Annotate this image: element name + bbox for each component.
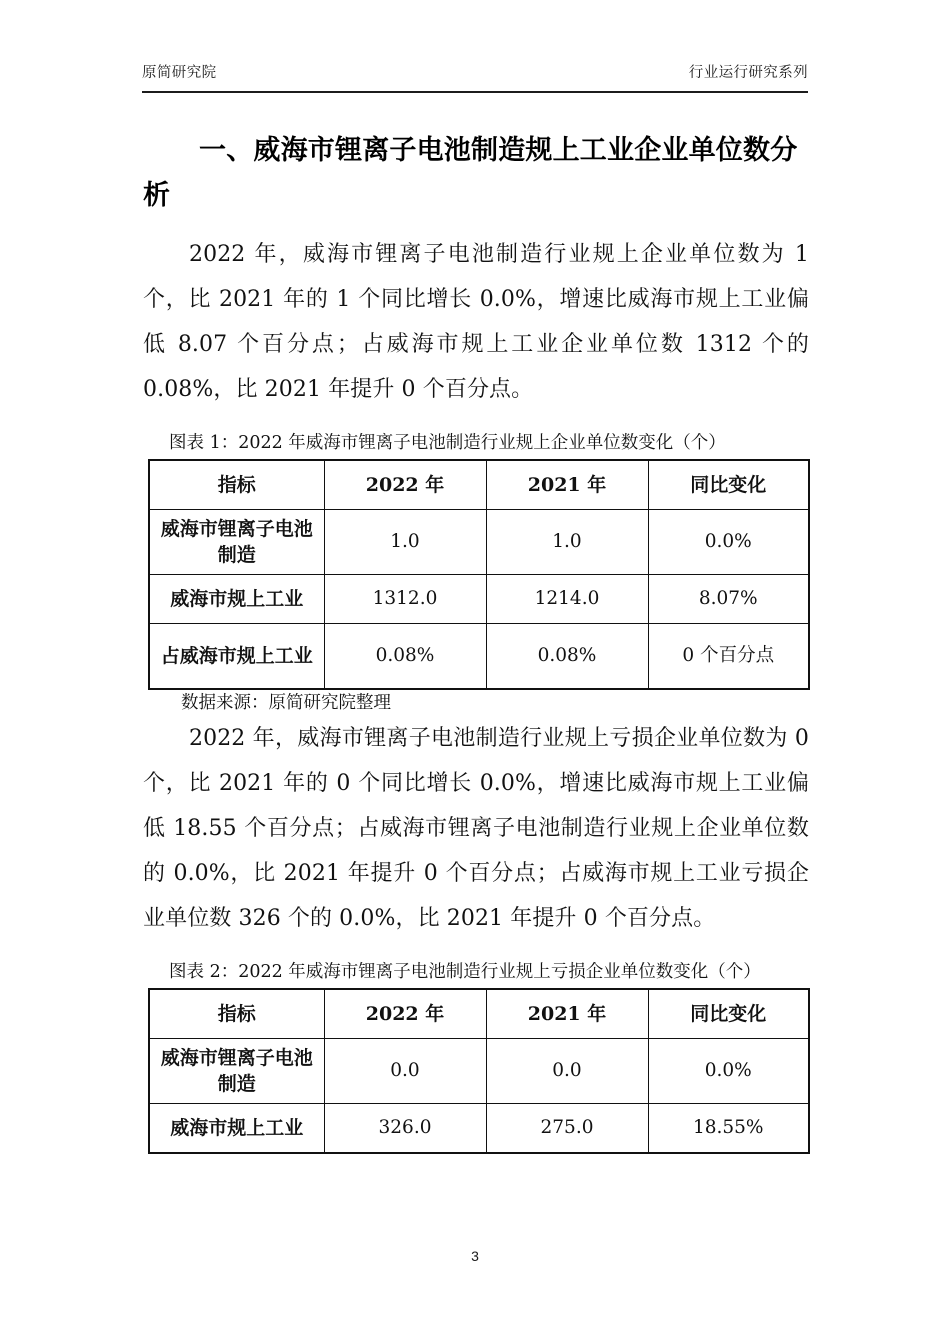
table-row bbox=[149, 1039, 809, 1104]
table-2-row-0-change: 0.0% bbox=[648, 1039, 809, 1104]
spacer-before-caption-2 bbox=[143, 941, 809, 959]
table-loss-making-units bbox=[148, 988, 810, 1154]
table-row bbox=[149, 575, 809, 624]
page-number: 3 bbox=[471, 1248, 479, 1264]
table-2-row-0-y2021: 0.0 bbox=[486, 1039, 648, 1104]
spacer-after-title bbox=[143, 218, 809, 232]
table-2-row-0-y2022: 0.0 bbox=[324, 1039, 486, 1104]
table-2-row-0-label: 威海市锂离子电池制造 bbox=[149, 1039, 324, 1104]
document-content bbox=[143, 128, 809, 1154]
table-1-row-2-label: 占威海市规上工业 bbox=[149, 624, 324, 690]
page-title: 一、威海市锂离子电池制造规上工业企业单位数分析 bbox=[143, 135, 798, 211]
table-1-row-0-y2021: 1.0 bbox=[486, 510, 648, 575]
header-left-text: 原简研究院 bbox=[142, 65, 217, 81]
paragraph-1: 2022 年，威海市锂离子电池制造行业规上企业单位数为 1 个，比 2021 年的 1 个同比增长 0.0%，增速比威海市规上工业偏低 8.07 个百分点；占威海市规上工业企业单位数 1312 个的 0.08%，比 2021 年提升 0 个百分点。 bbox=[143, 242, 809, 402]
table-2-row-1-y2021: 275.0 bbox=[486, 1104, 648, 1154]
table-1-col-header-2022: 2022 年 bbox=[324, 460, 486, 510]
table-row bbox=[149, 510, 809, 575]
table-2-col-header-2021: 2021 年 bbox=[486, 989, 648, 1039]
table-1-row-2-y2022: 0.08% bbox=[324, 624, 486, 690]
table-1-row-0-change: 0.0% bbox=[648, 510, 809, 575]
header-right-text: 行业运行研究系列 bbox=[688, 65, 808, 81]
table-row bbox=[149, 1104, 809, 1154]
table-1-row-1-y2021: 1214.0 bbox=[486, 575, 648, 624]
table-1-col-header-indicator: 指标 bbox=[149, 460, 324, 510]
table-1-row-1-label: 威海市规上工业 bbox=[149, 575, 324, 624]
table-1-row-0-label: 威海市锂离子电池制造 bbox=[149, 510, 324, 575]
running-header bbox=[142, 66, 808, 82]
table-1-row-1-change: 8.07% bbox=[648, 575, 809, 624]
header-divider bbox=[142, 91, 808, 93]
table-2-col-header-change: 同比变化 bbox=[648, 989, 809, 1039]
table-1-col-header-2021: 2021 年 bbox=[486, 460, 648, 510]
table-2-row-1-y2022: 326.0 bbox=[324, 1104, 486, 1154]
table-2-col-header-2022: 2022 年 bbox=[324, 989, 486, 1039]
table-1-col-header-change: 同比变化 bbox=[648, 460, 809, 510]
table-1-row-2-y2021: 0.08% bbox=[486, 624, 648, 690]
table-enterprise-units bbox=[148, 459, 810, 690]
table-1-source-note: 数据来源：原简研究院整理 bbox=[181, 693, 391, 713]
paragraph-2: 2022 年，威海市锂离子电池制造行业规上亏损企业单位数为 0 个，比 2021 年的 0 个同比增长 0.0%，增速比威海市规上工业偏低 18.55 个百分点；占威海市锂离子电池制造行业规上企业单位数的 0.0%，比 2021 年提升 0 个百分点；占威海市规上工业亏损企业单位数 326 个的 0.0%，比 2021 年提升 0 个百分点。 bbox=[143, 726, 809, 931]
table-2-col-header-indicator: 指标 bbox=[149, 989, 324, 1039]
table-1-row-0-y2022: 1.0 bbox=[324, 510, 486, 575]
table-row bbox=[149, 624, 809, 690]
table-2-row-1-change: 18.55% bbox=[648, 1104, 809, 1154]
table-1-row-1-y2022: 1312.0 bbox=[324, 575, 486, 624]
table-2-caption: 图表 2：2022 年威海市锂离子电池制造行业规上亏损企业单位数变化（个） bbox=[169, 962, 761, 982]
table-header-row bbox=[149, 989, 809, 1039]
table-header-row bbox=[149, 460, 809, 510]
table-1-caption: 图表 1：2022 年威海市锂离子电池制造行业规上企业单位数变化（个） bbox=[169, 433, 726, 453]
table-2-row-1-label: 威海市规上工业 bbox=[149, 1104, 324, 1154]
spacer-before-caption-1 bbox=[143, 412, 809, 430]
table-1-row-2-change: 0 个百分点 bbox=[648, 624, 809, 690]
